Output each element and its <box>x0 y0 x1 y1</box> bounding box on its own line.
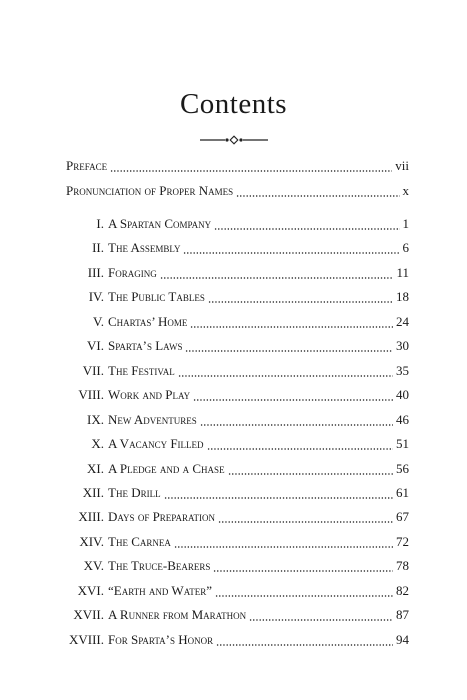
toc-entry <box>0 238 467 258</box>
dot-leader <box>110 170 392 172</box>
toc-entry-title: Days of Preparation <box>108 507 216 527</box>
dot-leader <box>190 326 393 328</box>
toc-page-number: 35 <box>395 361 409 381</box>
toc-entry <box>0 532 467 552</box>
toc-page-number: x <box>402 181 410 201</box>
toc-page-number: vii <box>394 156 409 176</box>
toc-entry-title: The Festival <box>108 361 176 381</box>
dot-leader <box>183 252 399 254</box>
chapter-numeral: V. <box>93 314 104 329</box>
toc-page-number: 56 <box>395 459 409 479</box>
dot-leader <box>208 301 393 303</box>
chapter-numeral: XVI. <box>77 583 104 598</box>
chapter-numeral: VII. <box>82 363 104 378</box>
toc-entry-title: A Runner from Marathon <box>108 605 247 625</box>
chapter-numeral: I. <box>96 216 104 231</box>
dot-leader <box>164 497 393 499</box>
chapter-numeral: XV. <box>83 558 104 573</box>
toc-page-number: 78 <box>395 556 409 576</box>
toc-entry <box>0 312 467 332</box>
toc-page-number: 46 <box>395 410 409 430</box>
toc-entry-title: Pronunciation of Proper Names <box>66 181 234 201</box>
dot-leader <box>214 228 399 230</box>
toc-entry <box>0 581 467 601</box>
dot-leader <box>215 595 393 597</box>
toc-entry <box>0 410 467 430</box>
toc-page-number: 40 <box>395 385 409 405</box>
toc-entry <box>0 263 467 283</box>
toc-page-number: 94 <box>395 630 409 650</box>
toc-entry <box>0 483 467 503</box>
toc-entry-title: The Public Tables <box>108 287 206 307</box>
dot-leader <box>200 424 393 426</box>
toc-entry <box>0 181 467 201</box>
toc-page-number: 30 <box>395 336 409 356</box>
chapter-numeral: XVIII. <box>68 632 104 647</box>
toc-entry <box>0 459 467 479</box>
dot-leader <box>236 195 399 197</box>
toc-page-number: 6 <box>402 238 410 258</box>
ornament-divider <box>198 134 270 146</box>
toc-entry <box>0 605 467 625</box>
chapter-numeral: VIII. <box>78 387 104 402</box>
chapter-numeral: VI. <box>87 338 104 353</box>
chapter-numeral: IV. <box>88 289 104 304</box>
chapter-numeral: IX. <box>87 412 104 427</box>
toc-entry <box>0 336 467 356</box>
toc-page-number: 61 <box>395 483 409 503</box>
dot-leader <box>249 619 393 621</box>
toc-entry <box>0 361 467 381</box>
toc-entry-title: New Adventures <box>108 410 198 430</box>
toc-page-number: 18 <box>395 287 409 307</box>
toc-entry <box>0 156 467 176</box>
toc-entry-title: The Truce-Bearers <box>108 556 211 576</box>
chapter-numeral: XII. <box>82 485 104 500</box>
chapter-numeral: XVII. <box>73 607 104 622</box>
toc-entry <box>0 434 467 454</box>
toc-page-number: 67 <box>395 507 409 527</box>
toc-entry-title: “Earth and Water” <box>108 581 213 601</box>
dot-leader <box>174 546 393 548</box>
toc-entry-title: A Vacancy Filled <box>108 434 205 454</box>
toc-page-number: 51 <box>395 434 409 454</box>
dot-leader <box>185 350 393 352</box>
toc-entry <box>0 630 467 650</box>
toc-entry <box>0 287 467 307</box>
toc-entry-title: For Sparta’s Honor <box>108 630 214 650</box>
dot-leader <box>228 473 393 475</box>
toc-entry <box>0 385 467 405</box>
chapter-numeral: XIII. <box>78 509 104 524</box>
toc-entry <box>0 507 467 527</box>
chapter-numeral: II. <box>92 240 104 255</box>
toc-page-number: 24 <box>395 312 409 332</box>
toc-entry-title: A Pledge and a Chase <box>108 459 226 479</box>
chapter-numeral: III. <box>87 265 104 280</box>
dot-leader <box>160 277 394 279</box>
toc-entry-title: Chartas’ Home <box>108 312 188 332</box>
toc-page-number: 1 <box>402 214 410 234</box>
dot-leader <box>193 399 393 401</box>
toc-entry-title: Sparta’s Laws <box>108 336 183 356</box>
toc-entry <box>0 556 467 576</box>
toc-entry-title: A Spartan Company <box>108 214 212 234</box>
page-title: Contents <box>179 88 288 120</box>
dot-leader <box>178 375 393 377</box>
toc-entry-title: The Assembly <box>108 238 181 258</box>
toc-entry-title: Preface <box>66 156 108 176</box>
toc-page-number: 82 <box>395 581 409 601</box>
dot-leader <box>207 448 393 450</box>
toc-entry-title: Foraging <box>108 263 158 283</box>
chapter-numeral: X. <box>91 436 104 451</box>
chapter-numeral: XI. <box>87 461 104 476</box>
toc-entry <box>0 214 467 234</box>
dot-leader <box>218 521 393 523</box>
toc-entry-title: The Carnea <box>108 532 172 552</box>
toc-page-number: 11 <box>395 263 409 283</box>
dot-leader <box>213 570 393 572</box>
toc-entry-title: The Drill <box>108 483 162 503</box>
toc-page-number: 72 <box>395 532 409 552</box>
chapter-numeral: XIV. <box>79 534 104 549</box>
dot-leader <box>216 644 393 646</box>
toc-entry-title: Work and Play <box>108 385 191 405</box>
toc-page-number: 87 <box>395 605 409 625</box>
